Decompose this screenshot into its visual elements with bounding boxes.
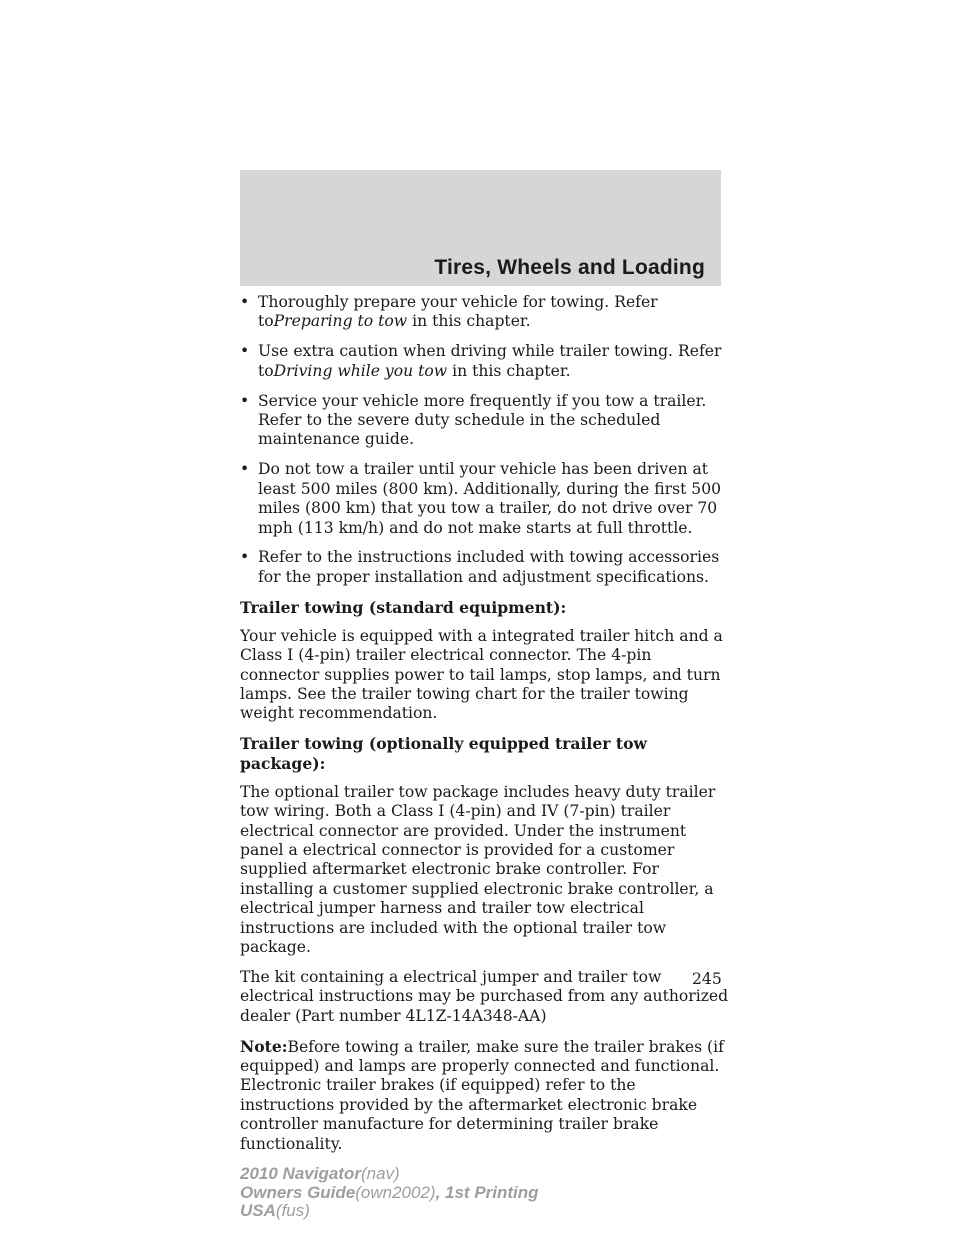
tow-package-heading: Trailer towing (optionally equipped trailer tow package): bbox=[240, 734, 647, 773]
page-number: 245 bbox=[692, 970, 722, 988]
bullet-text-end: in this chapter. bbox=[412, 312, 531, 331]
bullet-text-end: in this chapter. bbox=[452, 361, 571, 380]
section-title: Tires, Wheels and Loading bbox=[434, 256, 705, 279]
bullet-item-3 bbox=[240, 392, 730, 450]
bullet-text: Do not tow a trailer until your vehicle has been driven at least 500 miles (800 km). Additionally, during the first 500 miles (800 km) that you tow a trailer, do not drive over 70 mph (113 km/h) and do not make starts at full throttle. bbox=[258, 460, 722, 537]
bullet-icon: • bbox=[240, 391, 250, 410]
footer-guide: Owners Guide bbox=[240, 1182, 356, 1202]
bullet-item-5 bbox=[240, 548, 730, 587]
footer-printing: , 1st Printing bbox=[435, 1182, 539, 1202]
section-header-band bbox=[240, 170, 721, 286]
bullet-item-2 bbox=[240, 342, 730, 381]
bullet-reference: Preparing to tow bbox=[273, 312, 408, 331]
bullet-icon: • bbox=[240, 548, 250, 567]
footer-market: USA bbox=[240, 1201, 276, 1221]
tow-package-paragraph: The optional trailer tow package includes heavy duty trailer tow wiring. Both a Class I (4-pin) and IV (7-pin) trailer electrical connector are provided. Under the instrument panel a electrical connector is provided for a customer supplied aftermarket electronic brake controller. For installing a customer supplied electronic brake controller, a electrical jumper harness and trailer tow electrical instructions are included with the optional trailer tow package. bbox=[240, 782, 716, 956]
bullet-text: Service your vehicle more frequently if you tow a trailer. Refer to the severe duty schedule in the scheduled maintenance guide. bbox=[258, 391, 707, 449]
bullet-item-4 bbox=[240, 460, 730, 538]
footer-model: 2010 Navigator bbox=[240, 1164, 361, 1183]
bullet-text: Refer to the instructions included with towing accessories for the proper installation and adjustment specifications. bbox=[258, 548, 720, 586]
note-paragraph bbox=[240, 1037, 730, 1154]
note-label: Note: bbox=[240, 1036, 288, 1056]
footer-line-3 bbox=[240, 1202, 539, 1221]
bullet-icon: • bbox=[240, 342, 250, 361]
page-content bbox=[240, 293, 730, 1165]
footer-line-1 bbox=[240, 1165, 539, 1184]
footer-line-2 bbox=[240, 1184, 539, 1203]
bullet-icon: • bbox=[240, 293, 250, 311]
kit-paragraph: The kit containing a electrical jumper and trailer tow electrical instructions may be purchased from any authorized dealer (Part number 4L1Z-14A348-AA) bbox=[240, 967, 729, 1025]
bullet-item-1 bbox=[240, 293, 730, 332]
footer-model-code: (nav) bbox=[360, 1164, 400, 1183]
bullet-text: Use extra caution when driving while trailer towing. Refer to bbox=[258, 342, 722, 380]
document-footer bbox=[240, 1165, 539, 1221]
standard-equipment-paragraph: Your vehicle is equipped with a integrated trailer hitch and a Class I (4-pin) trailer electrical connector. The 4-pin connector supplies power to tail lamps, stop lamps, and turn lamps. See the trailer towing chart for the trailer towing weight recommendation. bbox=[240, 626, 723, 723]
bullet-text: Thoroughly prepare your vehicle for towing. Refer to bbox=[258, 293, 658, 331]
footer-guide-code: (own2002) bbox=[355, 1182, 436, 1202]
standard-equipment-heading: Trailer towing (standard equipment): bbox=[240, 597, 567, 617]
footer-market-code: (fus) bbox=[275, 1201, 310, 1221]
bullet-icon: • bbox=[240, 460, 250, 479]
bullet-reference: Driving while you tow bbox=[273, 361, 448, 380]
note-text: Before towing a trailer, make sure the trailer brakes (if equipped) and lamps are properly connected and functional. Electronic trailer brakes (if equipped) refer to the instructions provided by the aftermarket electronic brake controller manufacture for determining trailer brake functionality. bbox=[240, 1037, 724, 1153]
